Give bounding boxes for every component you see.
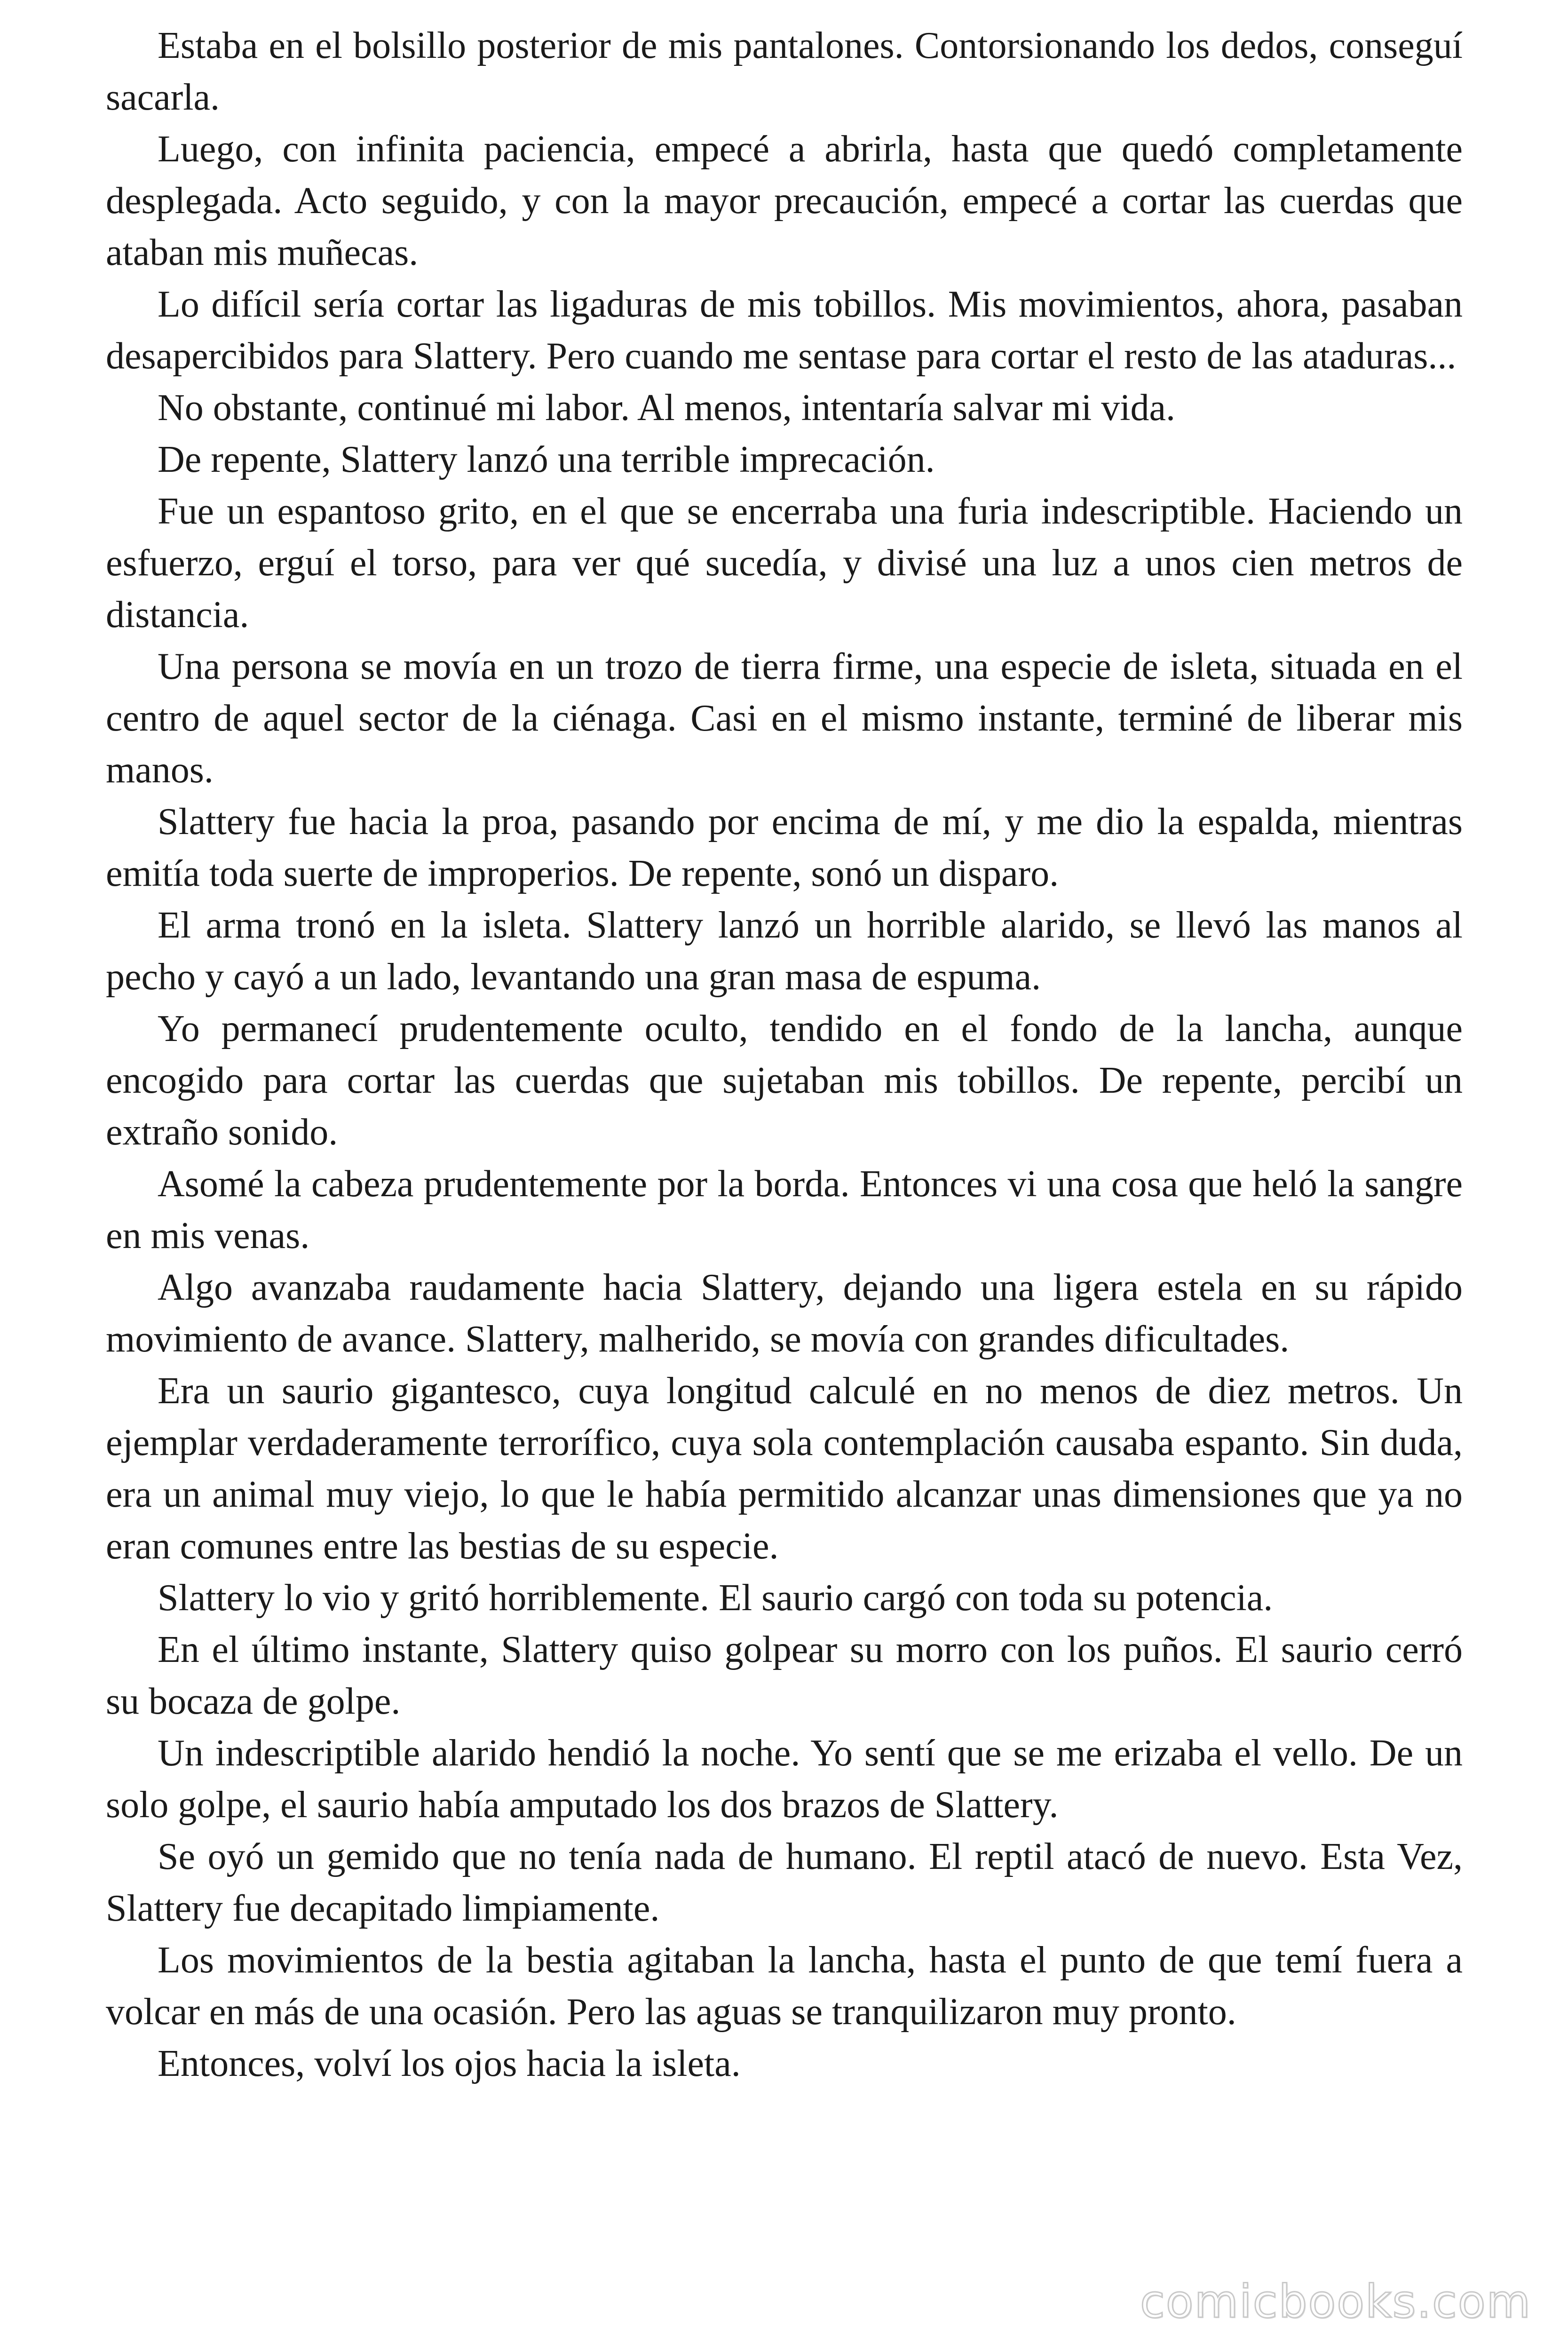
paragraph: No obstante, continué mi labor. Al menos, intentaría salvar mi vida.	[158, 387, 1175, 429]
paragraph: En el último instante, Slattery quiso golpear su morro con los puños. El saurio cerró su bocaza de golpe.	[106, 1629, 1463, 1722]
paragraph: Luego, con infinita paciencia, empecé a abrirla, hasta que quedó completamente desplegada. Acto seguido, y con la mayor precaución, empecé a cortar las cuerdas que ataban mis muñecas.	[106, 128, 1463, 273]
body-text	[106, 20, 1463, 2090]
paragraph: Era un saurio gigantesco, cuya longitud calculé en no menos de diez metros. Un ejemplar verdaderamente terrorífico, cuya sola contemplación causaba espanto. Sin duda, era un animal muy viejo, lo que le había permitido alcanzar unas dimensiones que ya no eran comunes entre las bestias de su especie.	[106, 1370, 1463, 1567]
paragraph: Lo difícil sería cortar las ligaduras de mis tobillos. Mis movimientos, ahora, pasaban desapercibidos para Slattery. Pero cuando me sentase para cortar el resto de las ataduras...	[106, 284, 1463, 377]
paragraph: Asomé la cabeza prudentemente por la borda. Entonces vi una cosa que heló la sangre en mis venas.	[106, 1163, 1463, 1256]
paragraph: De repente, Slattery lanzó una terrible imprecación.	[158, 439, 935, 480]
paragraph: Los movimientos de la bestia agitaban la lancha, hasta el punto de que temí fuera a volcar en más de una ocasión. Pero las aguas se tranquilizaron muy pronto.	[106, 1939, 1463, 2033]
paragraph: Slattery lo vio y gritó horriblemente. El saurio cargó con toda su potencia.	[158, 1577, 1273, 1619]
paragraph: El arma tronó en la isleta. Slattery lanzó un horrible alarido, se llevó las manos al pecho y cayó a un lado, levantando una gran masa de espuma.	[106, 905, 1463, 998]
paragraph: Slattery fue hacia la proa, pasando por encima de mí, y me dio la espalda, mientras emitía toda suerte de improperios. De repente, sonó un disparo.	[106, 801, 1463, 894]
watermark: comicbooks.com	[1140, 2275, 1531, 2328]
paragraph: Fue un espantoso grito, en el que se encerraba una furia indescriptible. Haciendo un esfuerzo, erguí el torso, para ver qué sucedía, y divisé una luz a unos cien metros de distancia.	[106, 491, 1463, 636]
paragraph: Yo permanecí prudentemente oculto, tendido en el fondo de la lancha, aunque encogido para cortar las cuerdas que sujetaban mis tobillos. De repente, percibí un extraño sonido.	[106, 1008, 1463, 1153]
paragraph: Entonces, volví los ojos hacia la isleta.	[158, 2043, 741, 2084]
paragraph: Algo avanzaba raudamente hacia Slattery, dejando una ligera estela en su rápido movimiento de avance. Slattery, malherido, se movía con grandes dificultades.	[106, 1267, 1463, 1360]
paragraph: Se oyó un gemido que no tenía nada de humano. El reptil atacó de nuevo. Esta Vez, Slattery fue decapitado limpiamente.	[106, 1836, 1463, 1929]
paragraph: Un indescriptible alarido hendió la noche. Yo sentí que se me erizaba el vello. De un solo golpe, el saurio había amputado los dos brazos de Slattery.	[106, 1732, 1463, 1826]
paragraph: Estaba en el bolsillo posterior de mis pantalones. Contorsionando los dedos, conseguí sacarla.	[106, 25, 1463, 118]
paragraph: Una persona se movía en un trozo de tierra firme, una especie de isleta, situada en el centro de aquel sector de la ciénaga. Casi en el mismo instante, terminé de liberar mis manos.	[106, 646, 1463, 791]
